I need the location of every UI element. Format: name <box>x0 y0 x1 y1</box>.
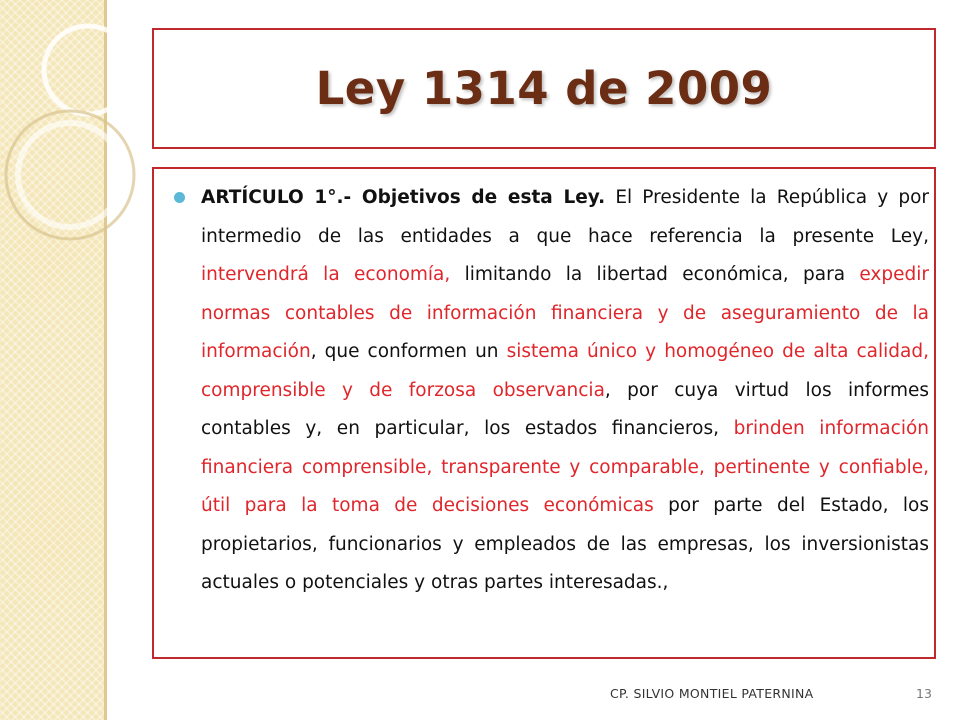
content-box <box>152 167 936 659</box>
highlight-text: sistema único y homogéneo de alta calidad, comprensible y de forzosa observancia <box>201 341 929 401</box>
highlight-text: expedir normas contables de información financiera y de aseguramiento de la información <box>201 264 929 362</box>
deco-ring-top <box>44 26 132 114</box>
bullet-dot-icon <box>174 192 185 203</box>
decorative-rings <box>0 0 160 720</box>
highlight-text: brinden información financiera comprensible, transparente y comparable, pertinente y confiable, útil para la toma de decisiones económicas <box>201 418 929 516</box>
deco-ring-middle <box>6 111 134 239</box>
body-text: , por cuya virtud los informes contables y, en particular, los estados financieros, <box>201 379 929 439</box>
body-text: , que conformen un <box>310 341 507 362</box>
footer-author: CP. SILVIO MONTIEL PATERNINA <box>610 686 814 701</box>
article-paragraph <box>201 179 929 603</box>
body-text: limitando la libertad económica, para <box>450 264 860 285</box>
title-box <box>152 28 936 149</box>
article-label: ARTÍCULO 1°.- Objetivos de esta Ley. <box>201 187 606 208</box>
highlight-text: intervendrá la economía, <box>201 264 451 285</box>
slide-title: Ley 1314 de 2009 <box>315 62 773 115</box>
deco-ring-inner <box>18 123 122 227</box>
body-text: El Presidente la República y por intermedio de las entidades a que hace referencia la presente Ley, <box>201 187 929 247</box>
body-text: por parte del Estado, los propietarios, funcionarios y empleados de las empresas, los inversionistas actuales o potenciales y otras partes interesadas., <box>201 495 929 593</box>
page-number: 13 <box>916 686 932 701</box>
